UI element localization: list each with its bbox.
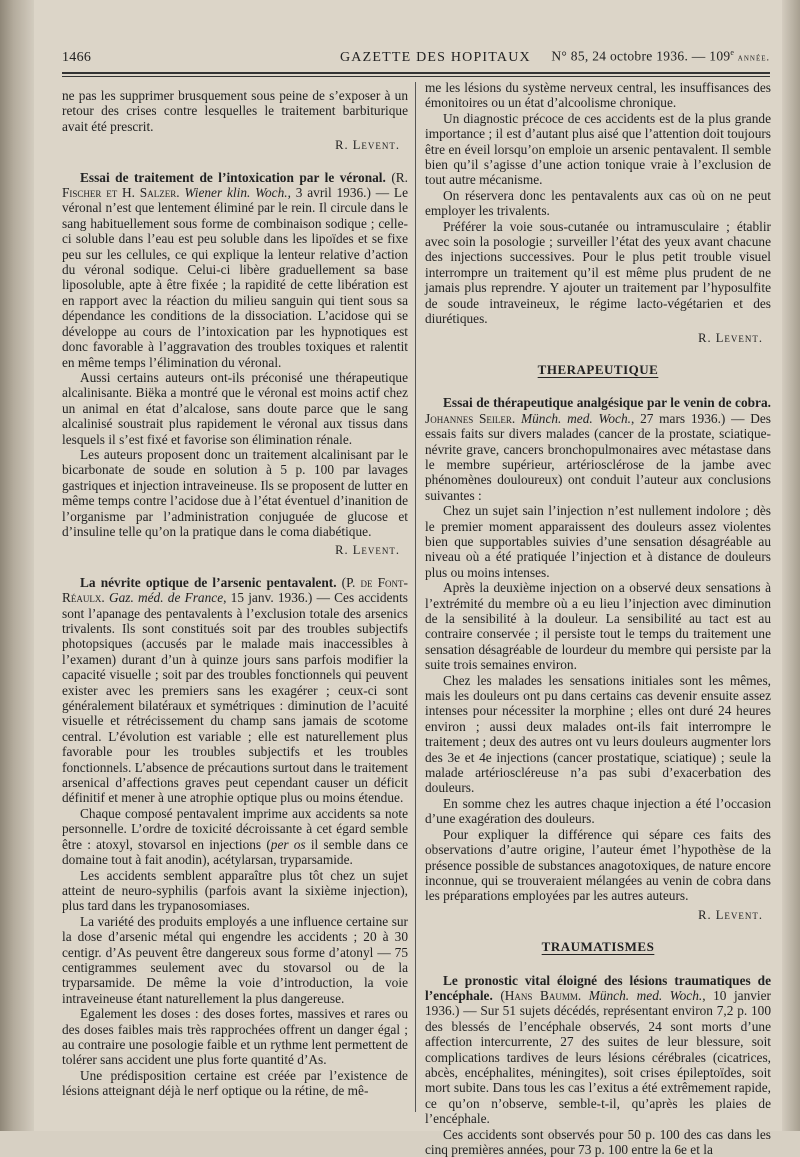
right-column [425,80,771,1157]
left-column [62,88,408,1099]
article-journal: Münch. med. Woch. [588,987,703,1003]
article-body: , 15 janv. 1936.) — Ces accidents sont l’apanage des pentavalents à l’exclusion totale des arsenics trivalents. Ils sont constitués soit par des troubles subjectifs photopsiques (accusés par le malade mais inaccessibles à l’examen) durant d’un à quinze jours sans parfois modifier la capacité visuelle ; soit par des troubles fonctionnels qui peuvent exister avec les premiers sans les exagérer ; ceux-ci sont généralement bilatéraux et symétriques : diminution de l’acuité visuelle et rétrécissement du champ sans jamais de scotome central. L’évolution est variable ; elle est naturellement plus favorable pour les troubles subjectifs et les troubles fonctionnels. L’absence de précautions surtout dans le traitement arsenical d’affections graves peut cependant causer un déficit définitif et mener à une atrophie optique plus ou moins étendue. [62,590,408,806]
article-title: Le pronostic vital éloigné des lésions traumatiques de l’encéphale. [425,972,771,1003]
column-separator [415,82,416,1112]
paragraph: Egalement les doses : des doses fortes, massives et rares ou des doses faibles mais très rapprochées offrent un danger égal ; au contraire une posologie faible et un rythme lent permettent de tolérer sans accident une plus forte quantité d’As. [62,1006,408,1068]
article-journal: Wiener klin. Woch. [184,185,288,201]
text-italic: per os [270,836,306,852]
paragraph: Ces accidents sont observés pour 50 p. 100 des cas dans les cinq premières années, pour 73 p. 100 entre la 6e et la [425,1126,771,1157]
paragraph: Chez les malades les sensations initiales sont les mêmes, mais les douleurs ont pu dans certains cas devenir ensuite assez intenses pour nécessiter la morphine ; elles ont duré 24 heures environ ; aussi deux malades ont-ils fait interrompre le traitement ; deux des autres ont vu leurs douleurs augmenter lors des 3e et 4e injections (cancer prostatique, sciatique) ; seule la malade artérioscléreuse n’a pas subi d’exacerbation des douleurs. [425,672,771,796]
article-authors: (P. de Font-Réaulx. [62,574,408,606]
page-edge-right [782,0,800,1131]
paragraph: La variété des produits employés a une influence certaine sur la dose d’arsenic métal qui engendre les accidents ; 20 à 30 centigr. d’As peuvent être dangereux sous forme d’atonyl — 75 centigrammes seulement avec du stovarsol ou de la tryparsamide. De même la voie d’introduction, la voie intraveineuse étant naturellement la plus dangereuse. [62,913,408,1006]
article-authors: (Hans Baumm. [492,987,589,1003]
article-title: La névrite optique de l’arsenic pentavalent. [80,574,337,590]
paragraph: On réservera donc les pentavalents aux cas où on ne peut employer les trivalents. [425,187,771,219]
text-segment: Chaque composé pentavalent imprime aux accidents sa note personnelle. L’ordre de toxicité décroissante à cet égard semble être : atoxyl, stovarsol en injections ( [62,805,408,852]
issue-main: N° 85, 24 octobre 1936. — 109 [551,48,731,64]
paragraph: Un diagnostic précoce de ces accidents est de la plus grande importance ; il est d’autant plus aisé que l’attention doit toujours être en éveil lorsqu’on emploie un arsenic pentavalent. Il semble bien qu’il s’agisse d’une action tonique vraie à l’exclusion de tout autre mécanisme. [425,110,771,188]
signature: R. Levent. [698,330,763,345]
signature: R. Levent. [335,543,400,558]
signature: R. Levent. [335,138,400,153]
paragraph: Préférer la voie sous-cutanée ou intramusculaire ; établir avec soin la posologie ; surveiller l’état des yeux avant chacune des injections successives. Pour le plus petit trouble visuel interrompre un traitement qu’il est même plus prudent de ne jamais plus reprendre. Y ajouter un traitement par l’hyposulfite de soude intraveineux, le régime lacto-végétarien et des diurétiques. [425,218,771,327]
article-journal: Münch. med. Woch. [520,410,631,426]
paragraph: Les auteurs proposent donc un traitement alcalinisant par le bicarbonate de soude en solution à 5 p. 100 par lavages gastriques et injection intraveineuse. Ils se proposent de lutter en même temps contre l’acidose due à l’état éventuel d’inanition de l’organisme par l’administration conjuguée de glucose et d’insuline telle qu’on la pratique dans le coma diabétique. [62,446,408,539]
article-arsenic [62,575,408,806]
paragraph: me les lésions du système nerveux central, les insuffisances des émonitoires ou un état d’alcoolisme chronique. [425,80,771,111]
paragraph: En somme chez les autres chaque injection a été l’occasion d’une exagération des douleurs. [425,795,771,827]
article-veronal [62,170,408,370]
article-cobra [425,395,771,503]
article-encephale [425,973,771,1127]
journal-title: GAZETTE DES HOPITAUX [340,50,531,65]
paragraph: Les accidents semblent apparaître plus tôt chez un sujet atteint de neuro-syphilis (parfois avant la sixième injection), plus tard dans les trypanosomiases. [62,867,408,914]
article-authors: Johannes Seiler. [425,410,521,426]
text-segment: il semble dans ce domaine tout à fait anodin), acétylarsan, tryparsamide. [62,836,408,868]
paragraph: Après la deuxième injection on a observé deux sensations à l’extrémité du membre où a eu lieu l’injection avec diminution de la sensibilité à la douleur. La sensibilité au tact est au contraire conservée ; il persiste tout le temps du traitement une sensation désagréable de lourdeur du membre qui persiste par la suite trois semaines environ. [425,580,771,673]
article-title: Essai de traitement de l’intoxication par le véronal. [80,169,386,185]
paragraph: Chez un sujet sain l’injection n’est nullement indolore ; dès le premier moment apparaissent des douleurs assez violentes bien que supportables suivies d’une sensation désagréable au niveau où a été pratiquée l’injection et à distance de douleurs plus ou moins intenses. [425,503,771,580]
section-heading-therapeutique: THERAPEUTIQUE [537,361,659,377]
header-rule-thin [62,76,770,77]
page-edge-left [0,0,34,1131]
signature: R. Levent. [698,907,763,922]
page-number: 1466 [62,50,92,65]
paragraph: Pour expliquer la différence qui sépare ces faits des observations d’autre origine, l’auteur émet l’hypothèse de la présence possible de substances anagotoxiques, de nature encore inconnue, qui se trouveraient mélangées au venin de cobra dans les préparations employées par les autres auteurs. [425,826,771,904]
intro-paragraph: ne pas les supprimer brusquement sous peine de s’exposer à un retour des crises contre lesquelles le traitement barbiturique avait été prescrit. [62,88,408,134]
article-title: Essai de thérapeutique analgésique par le venin de cobra. [443,395,771,411]
article-authors: (R. Fischer et H. Salzer. [62,169,409,201]
issue-tail: année. [734,52,770,64]
paragraph [62,806,408,868]
paragraph: Aussi certains auteurs ont-ils préconisé une thérapeutique alcalinisante. Biëka a montré que le véronal est moins actif chez un animal en état d’alcalose, sans doute parce que le sang alcalinisé soustrait plus rapidement le véronal aux tissus dans lesquels il s’est fixé et favorise son élimination rénale. [62,369,408,447]
issue-sup: e [730,48,735,57]
section-heading-traumatismes: TRAUMATISMES [541,939,655,955]
article-body: , 27 mars 1936.) — Des essais faits sur divers malades (cancer de la prostate, sciatique-névrite grave, cancers bronchopulmonaires avec métastase dans le membre supérieur, artériosclérose de la jambe avec phénomènes douloureux) ont conduit l’auteur aux conclusions suivantes : [425,410,771,503]
paragraph: Une prédisposition certaine est créée par l’existence de lésions atteignant déjà le nerf optique ou la rétine, de mê- [62,1067,408,1099]
article-body: , 10 janvier 1936.) — Sur 51 sujets décédés, représentant environ 7,2 p. 100 des blessés de l’encéphale observés, 24 sont morts d’une affection intercurrente, 27 des suites de leur blessure, soit complications tardives de leurs lésions cérébrales (cicatrices, abcès, encéphalites, méningites), soit crises épileptoïdes, soit mort subite. Dans tous les cas l’exitus a été extrêmement rapide, ce qu’on n’observe, semble-t-il, qu’après les plaies de l’encéphale. [425,987,771,1127]
running-header [62,48,770,68]
article-journal: Gaz. méd. de France [108,590,224,606]
article-body: , 3 avril 1936.) — Le véronal n’est que lentement éliminé par le rein. Il circule dans le sang habituellement sous forme de combinaison sodique ; celle-ci soluble dans l’eau est peu soluble dans les lipoïdes et se fixe peu sur les cellules, ce qui explique la lenteur relative d’action du véronal sodique. Celui-ci libère graduellement sa base liposoluble, apte à être fixée ; la rapidité de cette libération est en rapport avec la réaction du milieu sanguin qui tient sous sa dépendance les conditions de la dissociation. L’acidose qui se développe au cours de l’intoxication par les hypnotiques est donc favorable à l’aggravation des troubles toxiques et ralentit en même temps l’élimination du véronal. [62,185,408,370]
issue-info [551,48,770,65]
header-rule [62,72,770,74]
